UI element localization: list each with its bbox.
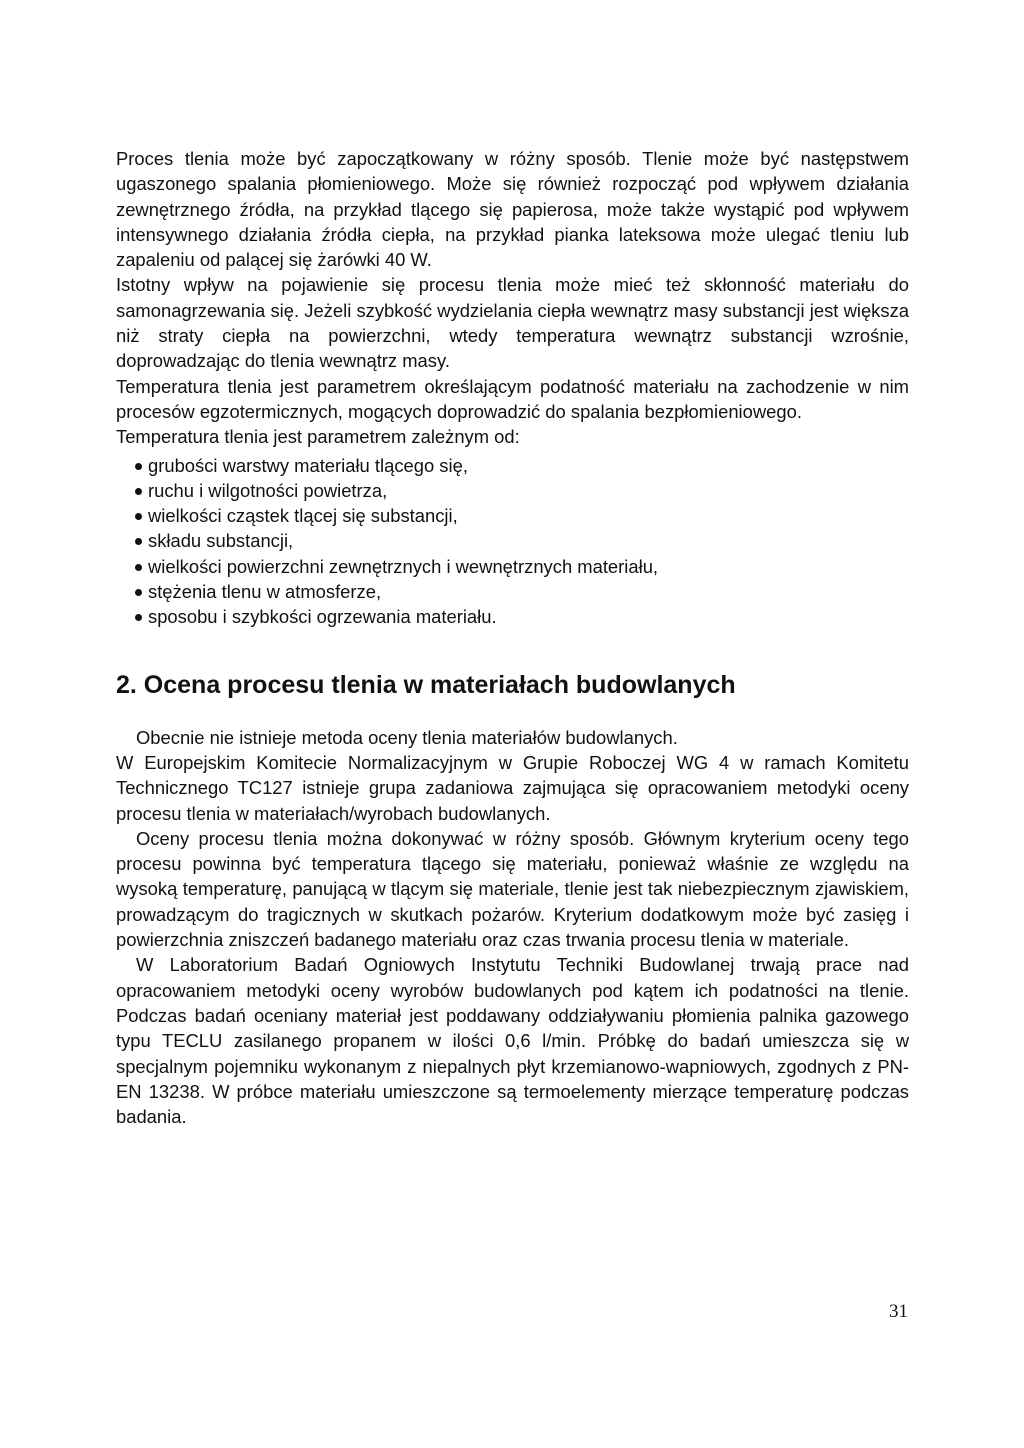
list-item: grubości warstwy materiału tlącego się, [116,453,909,478]
list-item: ruchu i wilgotności powietrza, [116,478,909,503]
factors-list [116,453,909,630]
bullet-icon [135,564,142,571]
list-item: stężenia tlenu w atmosferze, [116,579,909,604]
list-item: wielkości powierzchni zewnętrznych i wewnętrznych materiału, [116,554,909,579]
bullet-icon [135,589,142,596]
list-item: wielkości cząstek tlącej się substancji, [116,503,909,528]
paragraph-temperatura-tlenia-definition: Temperatura tlenia jest parametrem określającym podatność materiału na zachodzenie w nim procesów egzotermicznych, mogących doprowadzić do spalania bezpłomieniowego. [116,375,909,422]
bullet-icon [135,614,142,621]
paragraph-temperatura-tlenia-factors-intro: Temperatura tlenia jest parametrem zależnym od: [116,426,520,448]
page-content [116,146,909,1129]
paragraph-ocena-procesu: Oceny procesu tlenia można dokonywać w różny sposób. Głównym kryterium oceny tego procesu powinna być temperatura tlącego się materiału, ponieważ właśnie ze względu na wysoką temperaturę, panującą w tlącym się materiale, tlenie jest tak niebezpiecznym zjawiskiem, prowadzącym do tragicznych w skutkach pożarów. Kryterium dodatkowym może być zasięg i powierzchnia zniszczeń badanego materiału oraz czas trwania procesu tlenia w materiale. [116,827,909,951]
paragraph-cen-tc127: W Europejskim Komitecie Normalizacyjnym w Grupie Roboczej WG 4 w ramach Komitetu Technicznego TC127 istnieje grupa zadaniowa zajmująca się opracowaniem metodyki oceny procesu tlenia w materiałach/wyrobach budowlanych. [116,751,909,824]
page-number: 31 [889,1301,908,1322]
list-item: składu substancji, [116,528,909,553]
paragraph-samonagrzewanie: Istotny wpływ na pojawienie się procesu tlenia może mieć też skłonność materiału do samonagrzewania się. Jeżeli szybkość wydzielania ciepła wewnątrz masy substancji jest większa niż straty ciepła na powierzchni, wtedy temperatura wewnątrz substancji wzrośnie, doprowadzając do tlenia wewnątrz masy. [116,274,909,372]
bullet-icon [135,463,142,470]
section-heading: 2. Ocena procesu tlenia w materiałach budowlanych [116,670,736,699]
bullet-icon [135,538,142,545]
paragraph-brak-metody: Obecnie nie istnieje metoda oceny tlenia materiałów budowlanych. [136,726,678,748]
paragraph-laboratorium-itb: W Laboratorium Badań Ogniowych Instytutu Techniki Budowlanej trwają prace nad opracowaniem metodyki oceny wyrobów budowlanych pod kątem ich podatności na tlenie. Podczas badań oceniany materiał jest poddawany oddziaływaniu płomienia palnika gazowego typu TECLU zasilanego propanem w ilości 0,6 l/min. Próbkę do badań umieszcza się w specjalnym pojemniku wykonanym z niepalnych płyt krzemianowo-wapniowych, zgodnych z PN-EN 13238. W próbce materiału umieszczone są termoelementy mierzące temperaturę podczas badania. [116,954,909,1128]
bullet-icon [135,488,142,495]
bullet-icon [135,513,142,520]
list-item: sposobu i szybkości ogrzewania materiału. [116,604,909,629]
paragraph-tlenie-intro: Proces tlenia może być zapoczątkowany w różny sposób. Tlenie może być następstwem ugaszonego spalania płomieniowego. Może się również rozpocząć pod wpływem działania zewnętrznego źródła, na przykład tlącego się papierosa, może także wystąpić pod wpływem intensywnego działania źródła ciepła, na przykład pianka lateksowa może ulegać tleniu lub zapaleniu od palącej się żarówki 40 W. [116,148,909,271]
